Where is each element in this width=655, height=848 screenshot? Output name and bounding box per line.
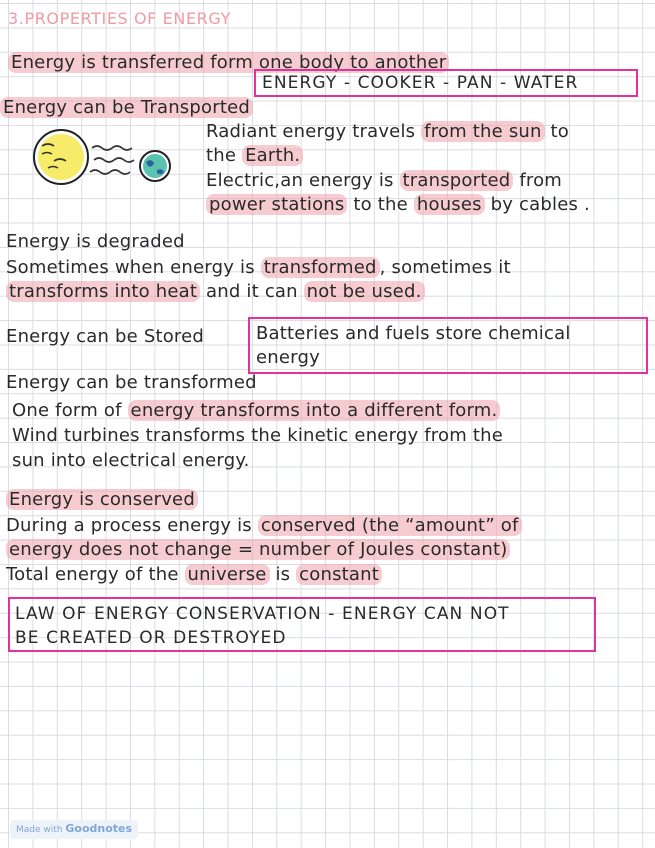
earth-icon bbox=[140, 151, 170, 181]
radiation-waves-icon bbox=[90, 146, 134, 174]
conserved-line-3d: constant bbox=[296, 564, 382, 585]
degraded-line-1a: Sometimes when energy is bbox=[6, 257, 261, 278]
conserved-heading-text: Energy is conserved bbox=[6, 489, 198, 510]
law-line-1: LAW OF ENERGY CONSERVATION - ENERGY CAN NOT bbox=[15, 604, 510, 624]
transport-heading bbox=[0, 97, 253, 119]
degraded-line-2c: not be used. bbox=[304, 281, 425, 302]
transport-line-3a: Electric,an energy is bbox=[206, 170, 400, 191]
law-line-2: BE CREATED OR DESTROYED bbox=[15, 628, 287, 648]
sun-earth-illustration bbox=[30, 128, 175, 190]
transport-line-1c: to bbox=[544, 121, 570, 142]
transformed-line-3: sun into electrical energy. bbox=[12, 450, 250, 471]
conserved-line-1b: conserved (the “amount” of bbox=[258, 515, 522, 536]
transport-line-4b: to the bbox=[347, 194, 414, 215]
made-with-label: Made with bbox=[16, 825, 63, 835]
transport-line-1a: Radiant energy travels bbox=[206, 121, 422, 142]
degraded-line-2a: transforms into heat bbox=[6, 281, 200, 302]
transport-heading-text: Energy can be Transported bbox=[0, 97, 253, 118]
conserved-line-3a: Total energy of the bbox=[6, 564, 185, 585]
transport-line-4 bbox=[206, 194, 590, 216]
transport-line-4a: power stations bbox=[206, 194, 347, 215]
transport-line-2 bbox=[206, 145, 303, 167]
transformed-line-1a: One form of bbox=[12, 400, 128, 421]
transport-line-4c: houses bbox=[414, 194, 485, 215]
transformed-line-1b: energy transforms into a different form. bbox=[128, 400, 501, 421]
conserved-line-1a: During a process energy is bbox=[6, 515, 258, 536]
degraded-line-2 bbox=[6, 281, 425, 303]
energy-chain-text: ENERGY - COOKER - PAN - WATER bbox=[262, 73, 579, 93]
conserved-line-1 bbox=[6, 515, 522, 537]
transformed-heading: Energy can be transformed bbox=[6, 372, 257, 393]
transport-line-3 bbox=[206, 170, 562, 192]
conserved-line-2-text: energy does not change = number of Joules constant) bbox=[6, 539, 510, 560]
stored-heading: Energy can be Stored bbox=[6, 326, 205, 347]
degraded-line-1 bbox=[6, 257, 511, 279]
degraded-line-2b: and it can bbox=[200, 281, 304, 302]
transport-line-1b: from the sun bbox=[421, 121, 544, 142]
transport-line-3b: transported bbox=[400, 170, 514, 191]
transport-line-2b: Earth. bbox=[242, 145, 303, 166]
goodnotes-badge bbox=[10, 820, 138, 839]
conserved-heading bbox=[6, 489, 198, 511]
stored-box-line-1: Batteries and fuels store chemical bbox=[256, 323, 571, 344]
goodnotes-brand: Goodnotes bbox=[65, 822, 133, 835]
degraded-line-1c: , sometimes it bbox=[379, 257, 511, 278]
transfer-heading-text: Energy is transferred form one body to another bbox=[8, 52, 449, 73]
transport-line-3c: from bbox=[513, 170, 563, 191]
transformed-line-1 bbox=[12, 400, 500, 422]
conserved-line-3b: universe bbox=[185, 564, 270, 585]
conserved-line-3 bbox=[6, 564, 382, 586]
transport-line-2a: the bbox=[206, 145, 243, 166]
conserved-line-2 bbox=[6, 539, 510, 561]
transport-line-4d: by cables . bbox=[484, 194, 590, 215]
conserved-line-3c: is bbox=[269, 564, 297, 585]
transport-line-1 bbox=[206, 121, 569, 143]
sun-icon bbox=[34, 130, 88, 184]
page-title: 3.PROPERTIES OF ENERGY bbox=[8, 9, 231, 28]
transformed-line-2: Wind turbines transforms the kinetic energy from the bbox=[12, 425, 504, 446]
degraded-line-1b: transformed bbox=[261, 257, 380, 278]
stored-box-line-2: energy bbox=[256, 347, 320, 368]
degraded-heading: Energy is degraded bbox=[6, 231, 185, 252]
